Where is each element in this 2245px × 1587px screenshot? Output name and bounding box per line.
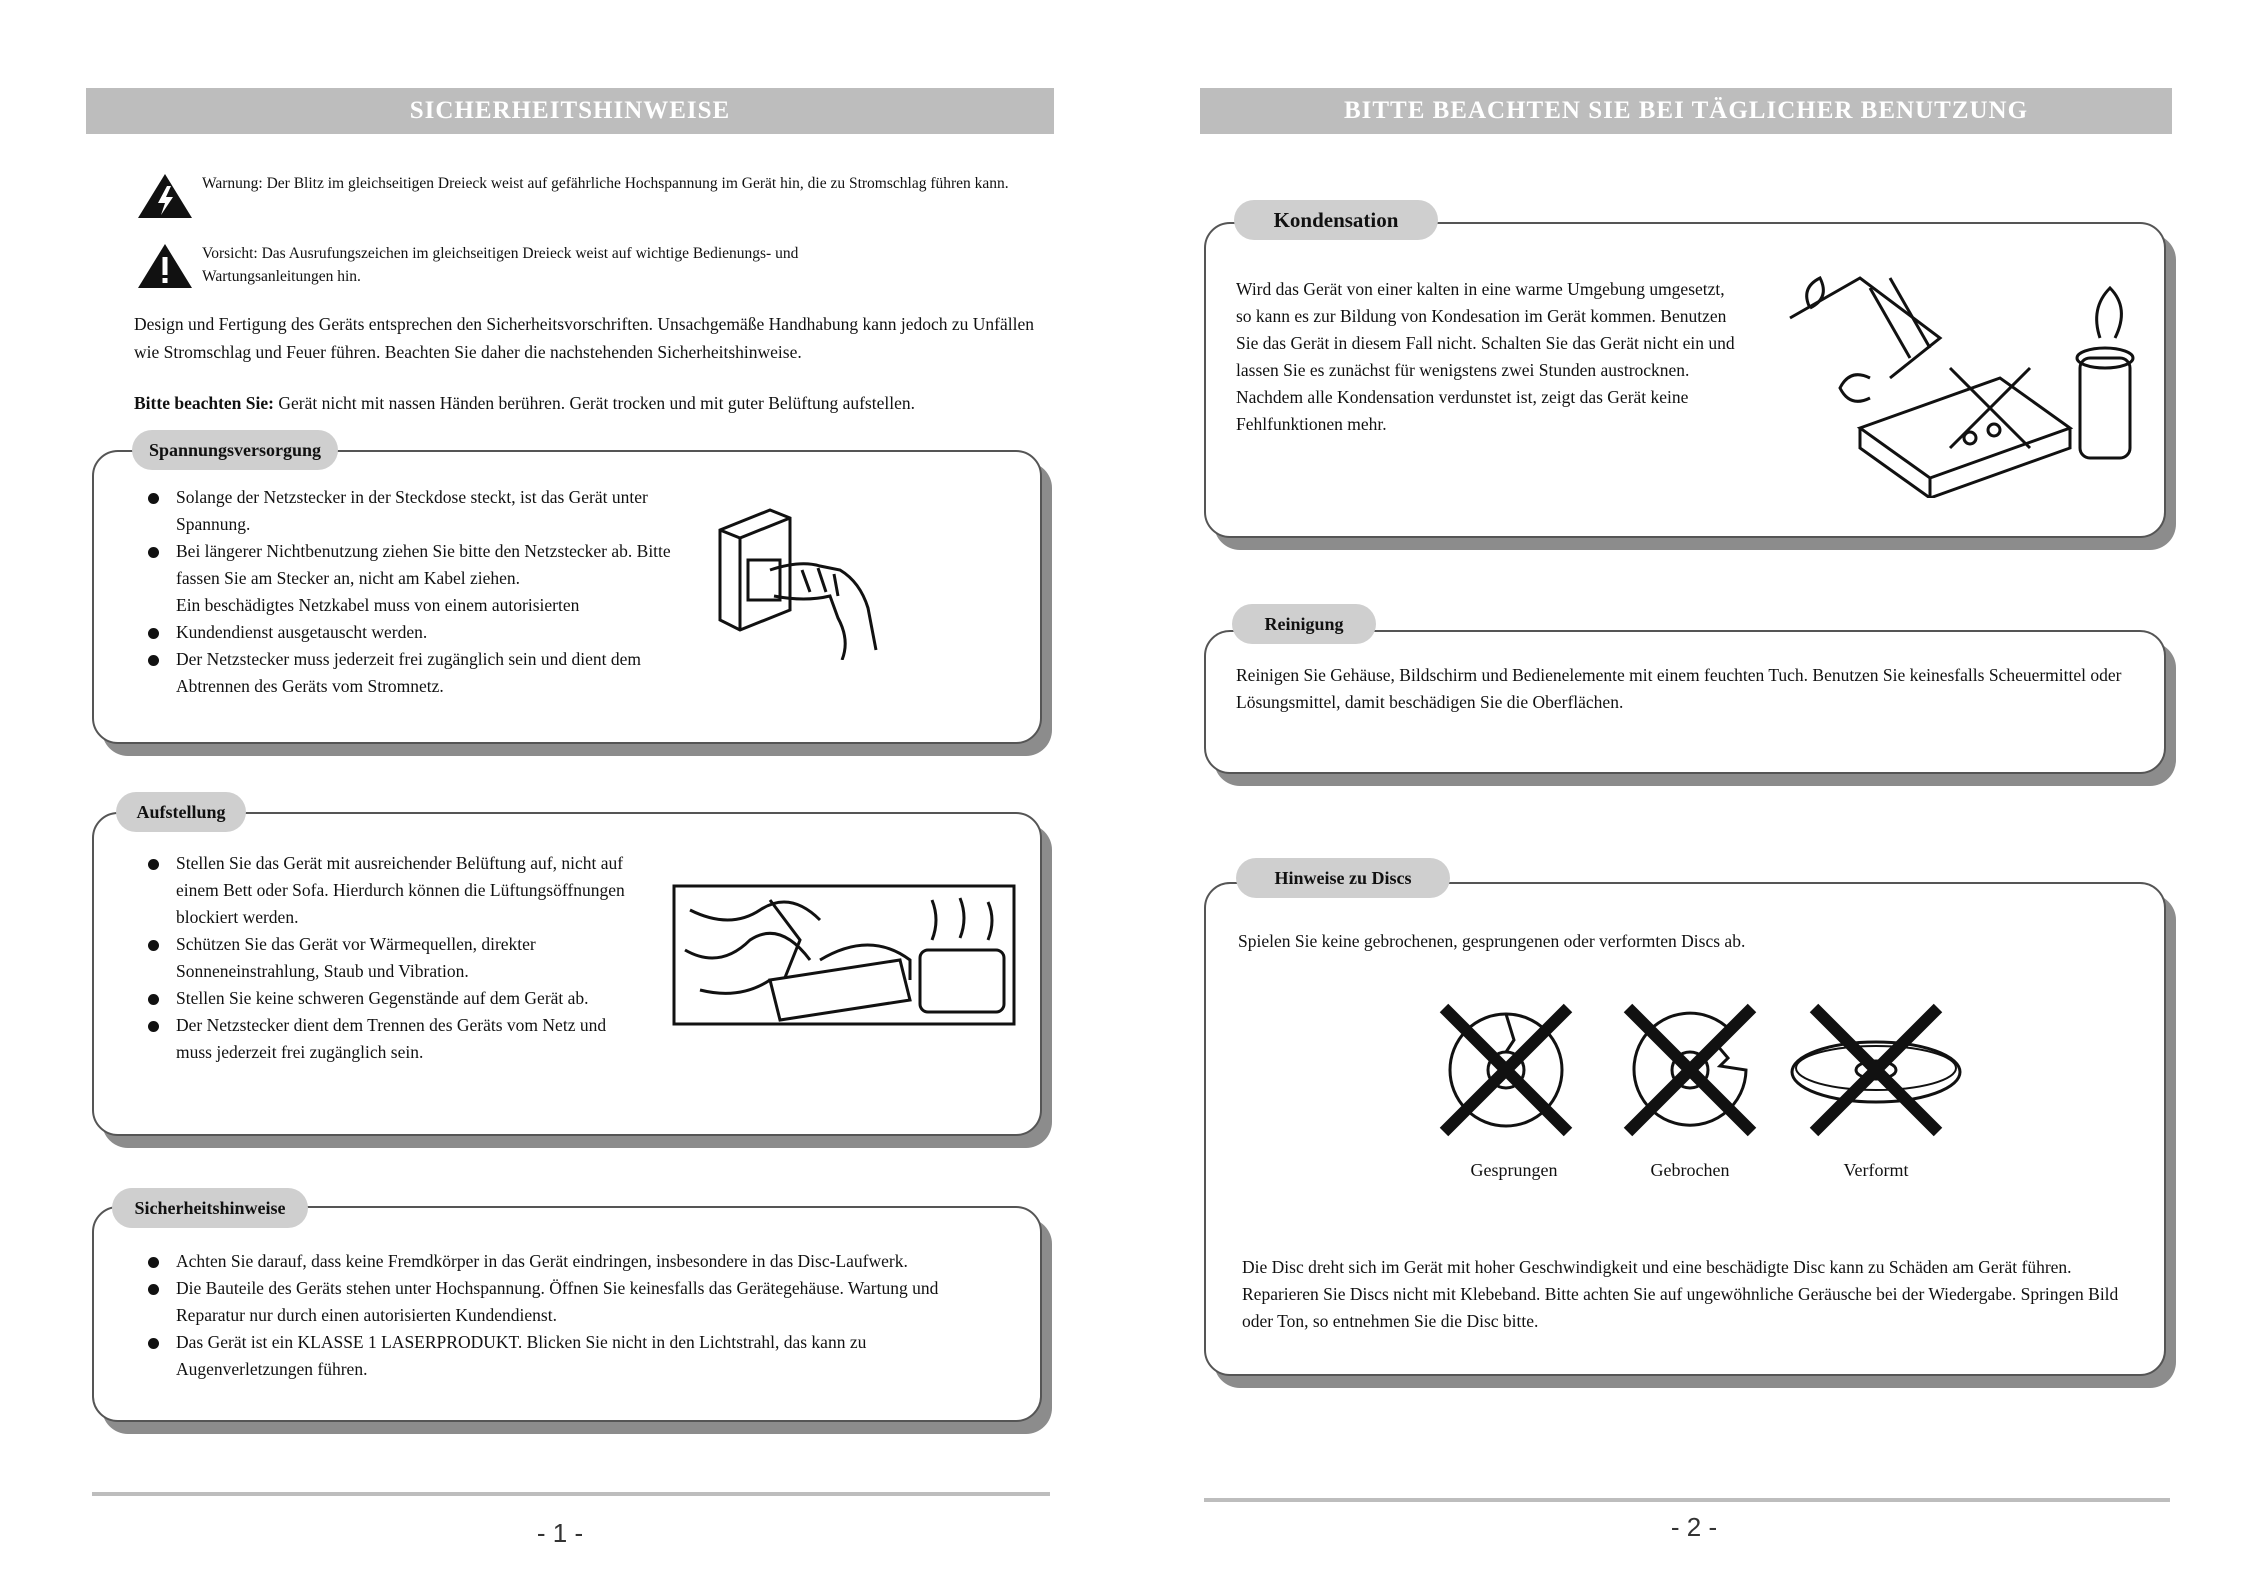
list-item: Solange der Netzstecker in der Steckdose steckt, ist das Gerät unter Spannung. bbox=[146, 484, 686, 538]
list-item: Ein beschädigtes Netzkabel muss von einem autorisierten bbox=[176, 595, 580, 615]
warning-lightning bbox=[136, 172, 1036, 220]
condensation-text: Wird das Gerät von einer kalten in eine warme Umgebung umgesetzt, so kann es zur Bildung von Kondesation im Gerät kommen. Benutzen Sie das Gerät in diesem Fall nicht. Schalten Sie das Gerät nicht ein und lassen Sie es zunächst für wenigstens zwei Stunden austrocknen. Nachdem alle Kondensation verdunstet ist, zeigt das Gerät keine Fehlfunktionen mehr. bbox=[1236, 279, 1735, 434]
warped-disc-icon bbox=[1786, 1000, 1966, 1140]
warning-exclamation bbox=[136, 242, 1036, 290]
disc-caption-broken: Gebrochen bbox=[1650, 1160, 1730, 1180]
warning-lightning-text: Warnung: Der Blitz im gleichseitigen Dreieck weist auf gefährliche Hochspannung im Gerät hin, die zu Stromschlag führen kann. bbox=[202, 175, 1009, 192]
note-text: Gerät nicht mit nassen Händen berühren. Gerät trocken und mit guter Belüftung aufstellen. bbox=[273, 393, 915, 413]
condensation-title: Kondensation bbox=[1234, 200, 1438, 240]
exclamation-triangle-icon bbox=[136, 242, 194, 290]
safety-title: Sicherheitshinweise bbox=[112, 1188, 308, 1228]
cracked-disc-icon bbox=[1436, 1000, 1576, 1140]
setup-list bbox=[146, 850, 626, 1066]
list-item: Bei längerer Nichtbenutzung ziehen Sie bitte den Netzstecker ab. Bitte fassen Sie am Stecker an, nicht am Kabel ziehen. bbox=[146, 538, 686, 592]
power-supply-title: Spannungsversorgung bbox=[132, 430, 338, 470]
discs-intro: Spielen Sie keine gebrochenen, gesprungenen oder verformten Discs ab. bbox=[1238, 931, 1746, 951]
page-right bbox=[1120, 0, 2245, 1587]
note-label: Bitte beachten Sie: bbox=[134, 393, 274, 413]
note-paragraph bbox=[134, 390, 1054, 417]
setup-title: Aufstellung bbox=[116, 792, 246, 832]
list-item: Die Bauteile des Geräts stehen unter Hochspannung. Öffnen Sie keinesfalls das Gerätegehäuse. Wartung und Reparatur nur durch einen autorisierten Kundendienst. bbox=[146, 1275, 1006, 1329]
warning-exclamation-text: Vorsicht: Das Ausrufungszeichen im gleichseitigen Dreieck weist auf wichtige Bedienungs- und Wartungsanleitungen hin. bbox=[202, 245, 799, 285]
cleaning-title: Reinigung bbox=[1232, 604, 1376, 644]
page-header: SICHERHEITSHINWEISE bbox=[86, 88, 1054, 134]
page-left bbox=[0, 0, 1120, 1587]
safety-list bbox=[146, 1248, 1006, 1383]
intro-paragraph: Design und Fertigung des Geräts entsprechen den Sicherheitsvorschriften. Unsachgemäße Handhabung kann jedoch zu Unfällen wie Stromschlag und Feuer führen. Beachten Sie daher die nachstehenden Sicherheitshinweise. bbox=[134, 314, 1035, 362]
discs-text: Die Disc dreht sich im Gerät mit hoher Geschwindigkeit und eine beschädigte Disc kann zu Schäden am Gerät führen. Reparieren Sie Discs nicht mit Klebeband. Bitte achten Sie auf ungewöhnliche Geräusche bei der Wiedergabe. Springen Bild oder Ton, so entnehmen Sie die Disc bitte. bbox=[1242, 1257, 2119, 1331]
footer-divider bbox=[92, 1492, 1050, 1496]
list-item: Kundendienst ausgetauscht werden. bbox=[146, 619, 686, 646]
disc-caption-warped: Verformt bbox=[1843, 1160, 1909, 1180]
list-item: Stellen Sie das Gerät mit ausreichender Belüftung auf, nicht auf einem Bett oder Sofa. Hierdurch können die Lüftungsöffnungen blockiert werden. bbox=[146, 850, 626, 931]
list-item: Stellen Sie keine schweren Gegenstände auf dem Gerät ab. bbox=[146, 985, 626, 1012]
list-item: Der Netzstecker muss jederzeit frei zugänglich sein und dient dem Abtrennen des Geräts vom Stromnetz. bbox=[146, 646, 686, 700]
page-header: BITTE BEACHTEN SIE BEI TÄGLICHER BENUTZUNG bbox=[1200, 88, 2172, 134]
list-item: Das Gerät ist ein KLASSE 1 LASERPRODUKT. Blicken Sie nicht in den Lichtstrahl, das kann zu Augenverletzungen führen. bbox=[146, 1329, 1006, 1383]
broken-disc-icon bbox=[1620, 1000, 1760, 1140]
power-supply-list bbox=[146, 484, 686, 700]
list-item: Achten Sie darauf, dass keine Fremdkörper in das Gerät eindringen, insbesondere in das Disc-Laufwerk. bbox=[146, 1248, 1006, 1275]
plug-socket-illustration bbox=[710, 500, 890, 660]
lightning-triangle-icon bbox=[136, 172, 194, 220]
cleaning-text: Reinigen Sie Gehäuse, Bildschirm und Bedienelemente mit einem feuchten Tuch. Benutzen Sie keinesfalls Scheuermittel oder Lösungsmittel, damit beschädigen Sie die Oberflächen. bbox=[1236, 665, 2122, 712]
disc-caption-cracked: Gesprungen bbox=[1470, 1160, 1558, 1180]
discs-title: Hinweise zu Discs bbox=[1236, 858, 1450, 898]
list-item: Schützen Sie das Gerät vor Wärmequellen, direkter Sonneneinstrahlung, Staub und Vibration. bbox=[146, 931, 626, 985]
page-number: - 2 - bbox=[1670, 1512, 1718, 1542]
list-item: Der Netzstecker dient dem Trennen des Geräts vom Netz und muss jederzeit frei zugänglich sein. bbox=[146, 1012, 626, 1066]
condensation-illustration bbox=[1770, 258, 2150, 498]
device-ventilation-illustration bbox=[670, 880, 1020, 1030]
footer-divider bbox=[1204, 1498, 2170, 1502]
page-number: - 1 - bbox=[536, 1518, 584, 1548]
